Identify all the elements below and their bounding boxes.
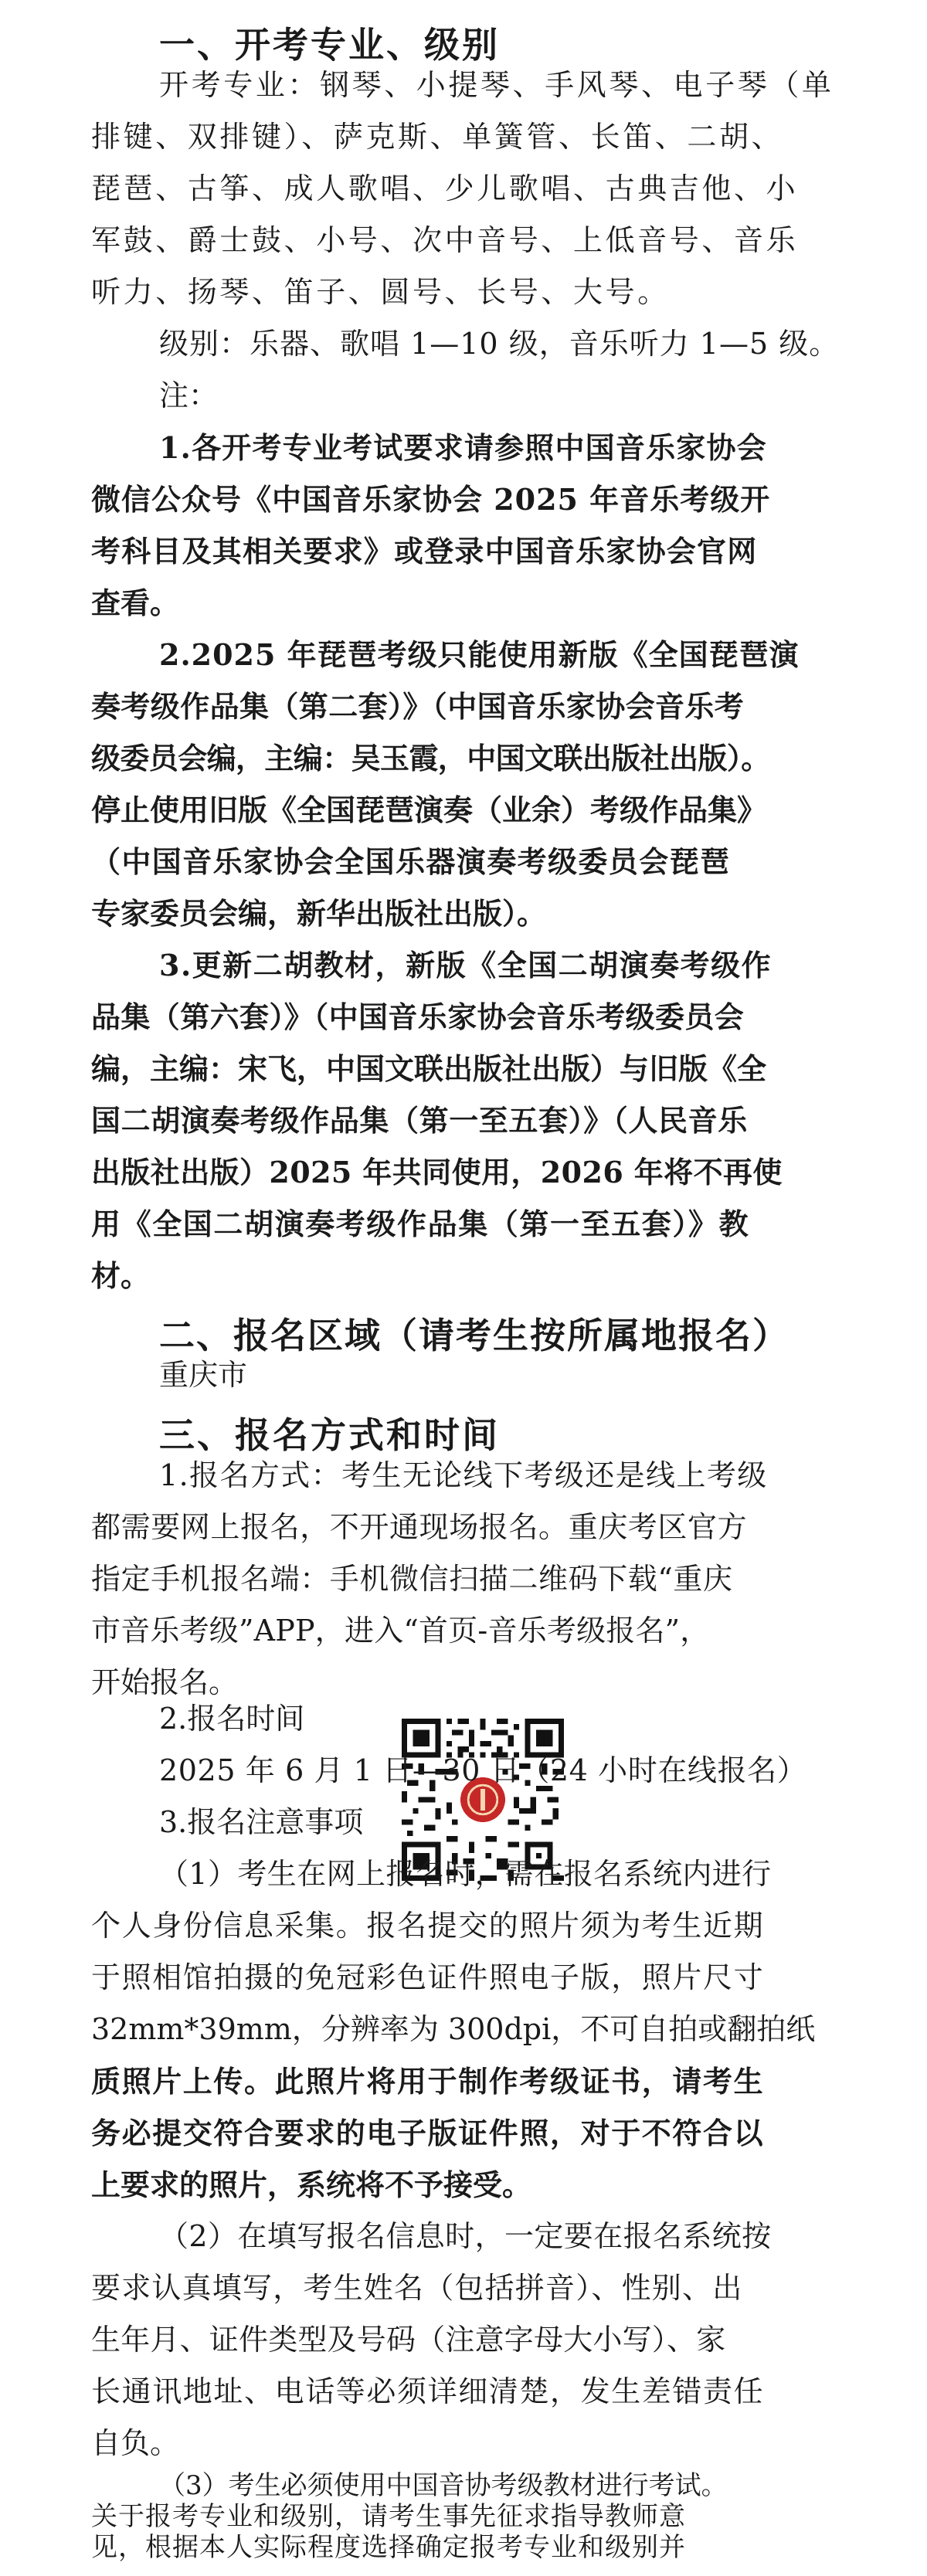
notice-2-line: 自负。 xyxy=(91,2426,180,2460)
time-label: 2.报名时间 xyxy=(159,1702,305,1736)
note-2-line: （中国音乐家协会全国乐器演奏考级委员会琵琶 xyxy=(91,844,731,879)
note-3-line: 出版社出版）2025 年共同使用，2026 年将不再使 xyxy=(91,1155,783,1190)
notice-2-line: 生年月、证件类型及号码（注意字母大小写）、家 xyxy=(91,2323,726,2357)
note-2-line: 专家委员会编，新华出版社出版）。 xyxy=(91,896,547,931)
majors-line: 开考专业：钢琴、小提琴、手风琴、电子琴（单 xyxy=(159,68,834,102)
notice-3-line: 关于报考专业和级别，请考生事先征求指导教师意 xyxy=(91,2501,686,2532)
notice-1-line: 务必提交符合要求的电子版证件照，对于不符合以 xyxy=(91,2116,765,2150)
heading-section-2: 二、报名区域（请考生按所属地报名） xyxy=(159,1315,789,1356)
majors-line: 排键、双排键）、萨克斯、单簧管、长笛、二胡、 xyxy=(91,120,784,154)
note-1-line: 考科目及其相关要求》或登录中国音乐家协会官网 xyxy=(91,534,758,568)
note-3-line: 国二胡演奏考级作品集（第一至五套）》（人民音乐 xyxy=(91,1103,748,1138)
majors-line: 听力、扬琴、笛子、圆号、长号、大号。 xyxy=(91,275,670,309)
note-1-line: 微信公众号《中国音乐家协会 2025 年音乐考级开 xyxy=(91,482,771,517)
note-3-line: 3.更新二胡教材，新版《全国二胡演奏考级作 xyxy=(159,948,772,983)
method-line: 开始报名。 xyxy=(91,1665,239,1699)
notice-3-line: （3）考生必须使用中国音协考级教材进行考试。 xyxy=(159,2470,728,2501)
note-3-line: 编，主编：宋飞，中国文联出版社出版）与旧版《全 xyxy=(91,1051,767,1086)
note-2-line: 停止使用旧版《全国琵琶演奏（业余）考级作品集》 xyxy=(91,792,767,827)
note-3-line: 用《全国二胡演奏考级作品集（第一至五套）》教 xyxy=(91,1207,750,1241)
heading-section-1: 一、开考专业、级别 xyxy=(159,24,500,66)
notice-1-line: 于照相馆拍摄的免冠彩色证件照电子版，照片尺寸 xyxy=(91,1960,765,1994)
note-label: 注： xyxy=(159,378,219,412)
notice-1-line: 上要求的照片，系统将不予接受。 xyxy=(91,2167,532,2202)
heading-section-3: 三、报名方式和时间 xyxy=(159,1414,500,1456)
notice-1-line: 个人身份信息采集。报名提交的照片须为考生近期 xyxy=(91,1909,765,1943)
notes-label: 3.报名注意事项 xyxy=(159,1805,364,1839)
method-line: 1.报名方式：考生无论线下考级还是线上考级 xyxy=(159,1458,768,1492)
note-1-line: 1.各开考专业考试要求请参照中国音乐家协会 xyxy=(159,430,767,465)
notice-2-line: 长通讯地址、电话等必须详细清楚，发生差错责任 xyxy=(91,2374,765,2408)
method-line: 指定手机报名端：手机微信扫描二维码下载“重庆 xyxy=(91,1562,733,1596)
time-value: 2025 年 6 月 1 日—30 日（24 小时在线报名） xyxy=(159,1753,807,1787)
notice-1-line: 质照片上传。此照片将用于制作考级证书，请考生 xyxy=(91,2064,765,2099)
levels-text: 级别：乐器、歌唱 1—10 级，音乐听力 1—5 级。 xyxy=(159,327,840,361)
notice-2-line: （2）在填写报名信息时，一定要在报名系统按 xyxy=(159,2219,772,2253)
notice-3-line: 见，根据本人实际程度选择确定报考专业和级别并 xyxy=(91,2532,686,2563)
method-line: 都需要网上报名，不开通现场报名。重庆考区官方 xyxy=(91,1510,748,1544)
note-2-line: 2.2025 年琵琶考级只能使用新版《全国琵琶演 xyxy=(159,637,800,672)
note-3-line: 品集（第六套）》（中国音乐家协会音乐考级委员会 xyxy=(91,1000,745,1034)
majors-line: 琵琶、古筝、成人歌唱、少儿歌唱、古典吉他、小 xyxy=(91,171,799,205)
note-2-line: 奏考级作品集（第二套）》（中国音乐家协会音乐考 xyxy=(91,689,745,724)
note-2-line: 级委员会编，主编：吴玉霞，中国文联出版社出版）。 xyxy=(91,741,770,776)
notice-1-line: 32mm*39mm，分辨率为 300dpi，不可自拍或翻拍纸 xyxy=(91,2012,816,2046)
method-line: 市音乐考级”APP，进入“首页-音乐考级报名”， xyxy=(91,1614,710,1648)
region-text: 重庆市 xyxy=(159,1358,248,1392)
notice-2-line: 要求认真填写，考生姓名（包括拼音）、性别、出 xyxy=(91,2271,743,2305)
majors-line: 军鼓、爵士鼓、小号、次中音号、上低音号、音乐 xyxy=(91,223,799,257)
notice-1-line: （1）考生在网上报名时，需在报名系统内进行 xyxy=(159,1857,772,1891)
note-3-line: 材。 xyxy=(91,1258,151,1293)
note-1-line: 查看。 xyxy=(91,585,180,620)
